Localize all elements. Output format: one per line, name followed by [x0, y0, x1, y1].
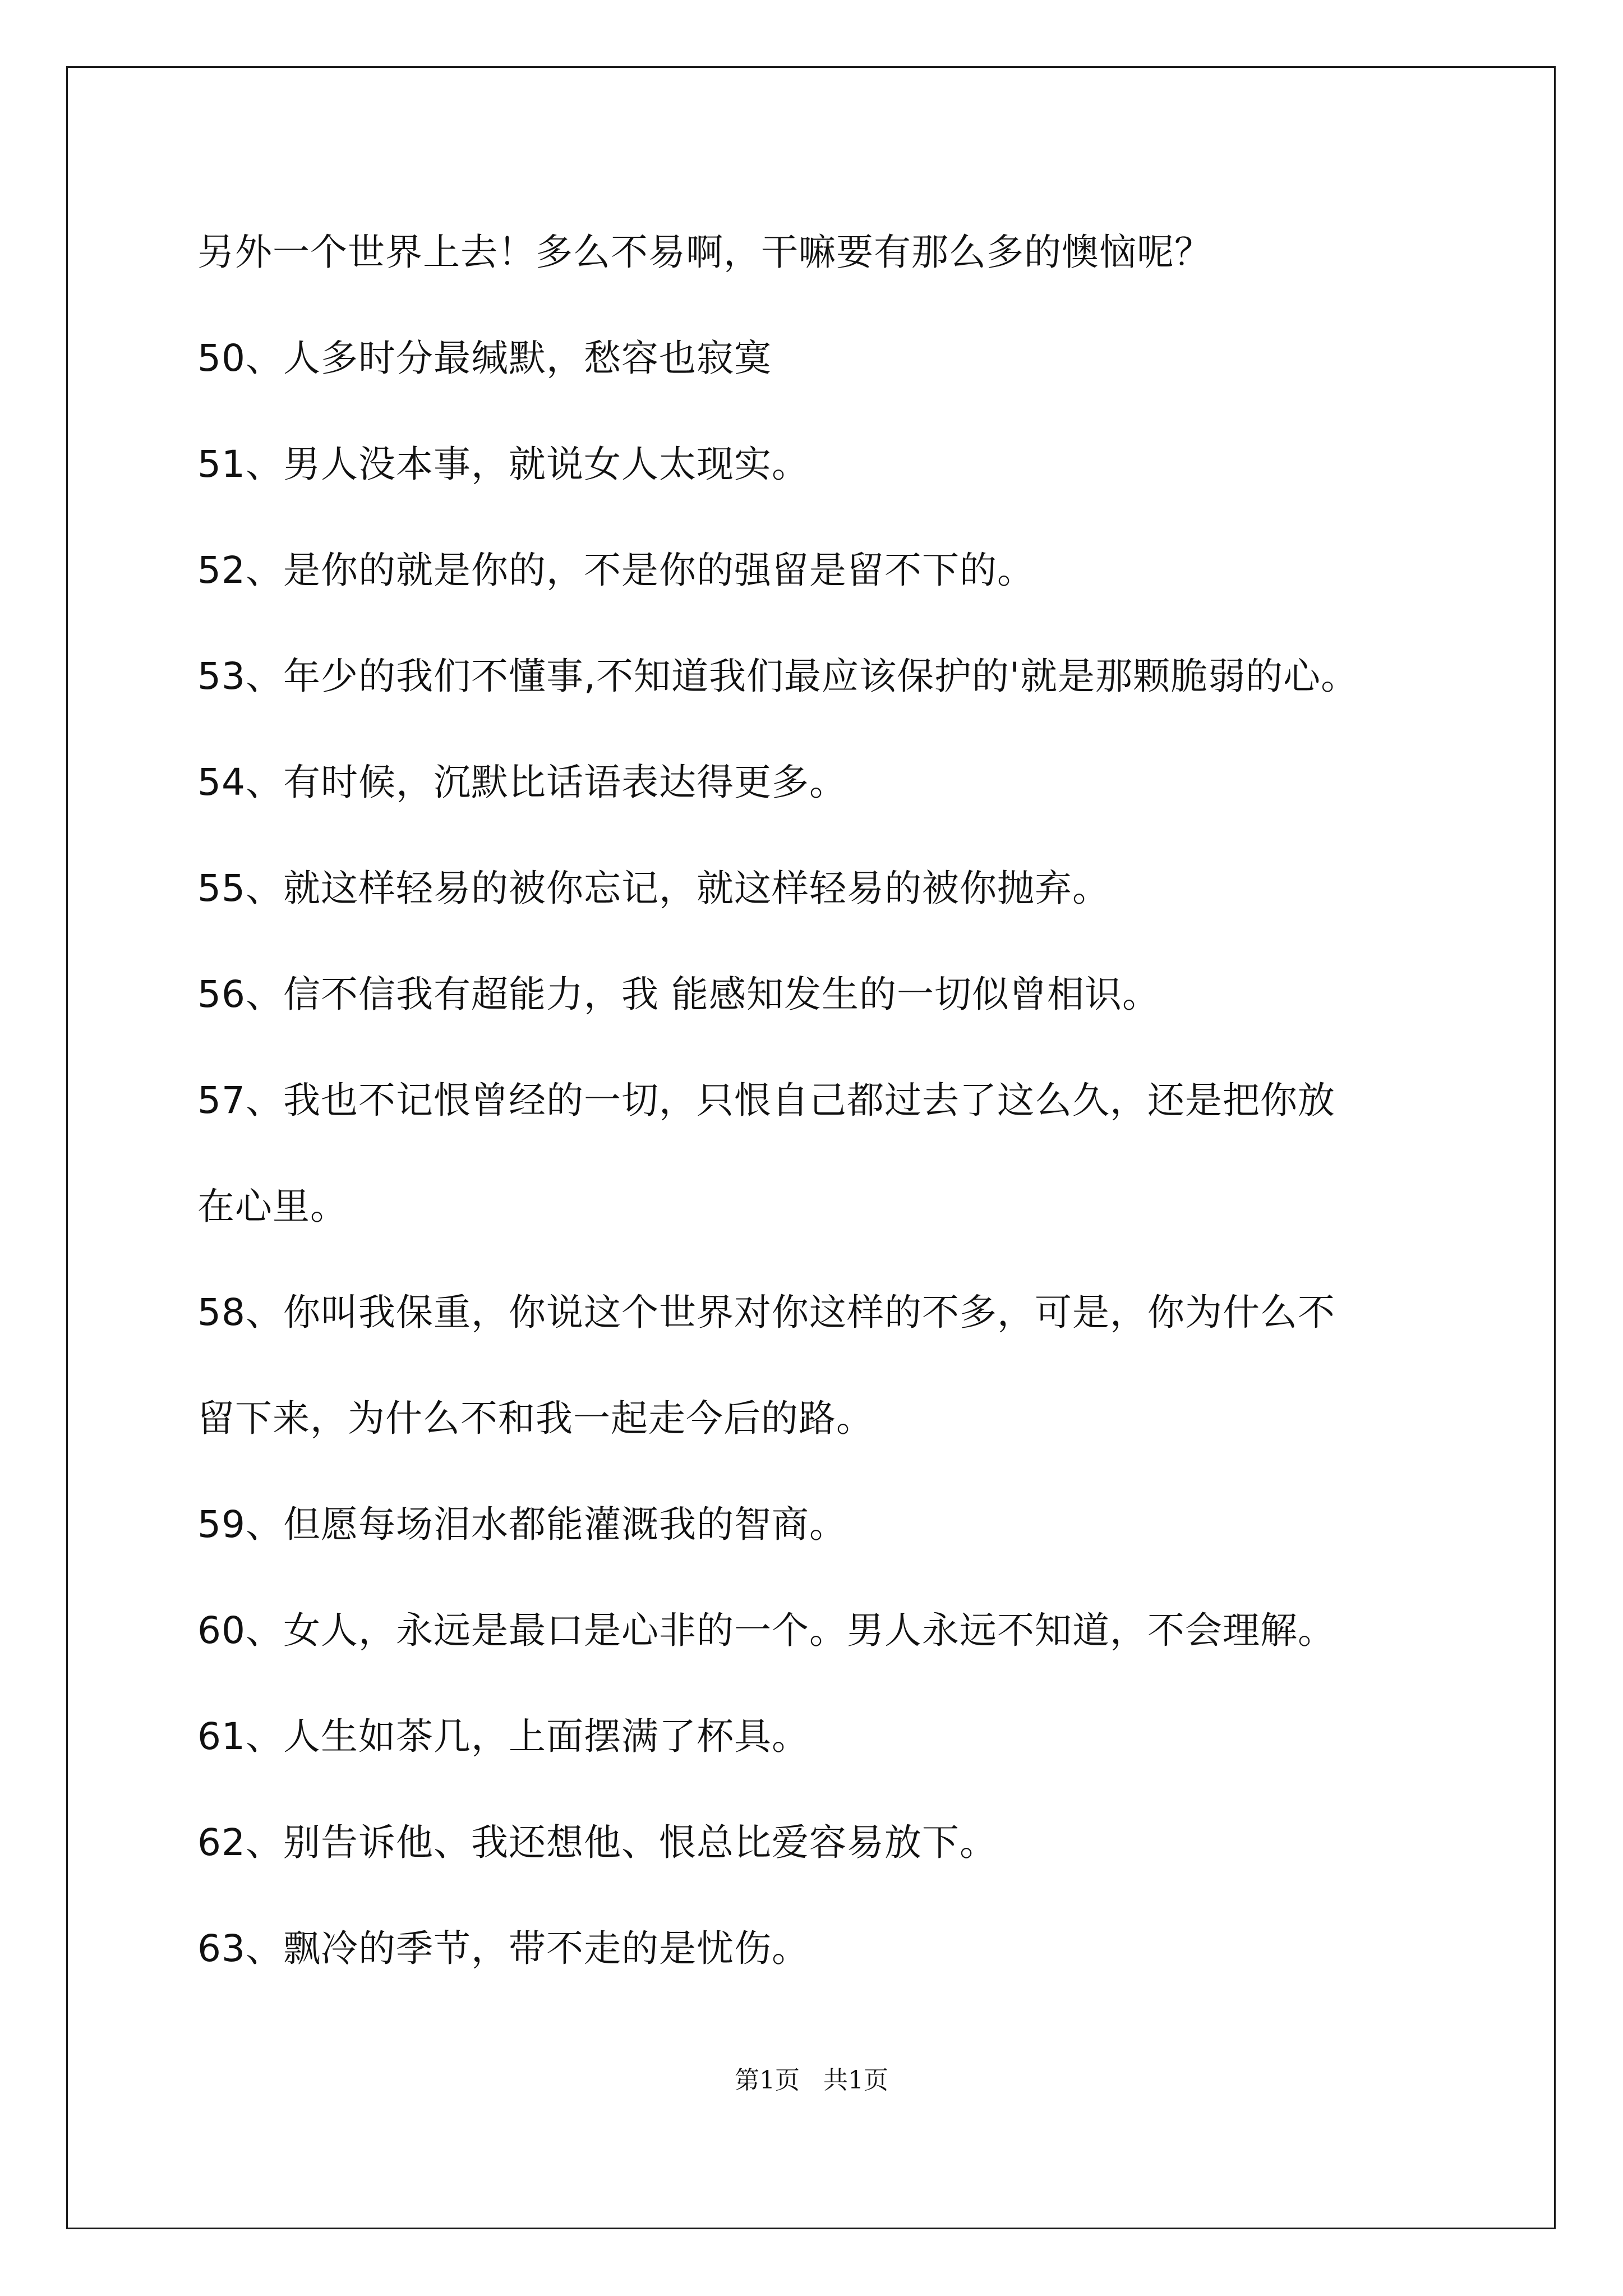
text-line: 50、人多时分最缄默，愁容也寂寞	[197, 337, 772, 380]
text-line: 61、人生如茶几，上面摆满了杯具。	[197, 1715, 809, 1758]
document-body	[197, 222, 1448, 2024]
text-line: 留下来，为什么不和我一起走今后的路。	[197, 1397, 874, 1440]
text-line: 60、女人，永远是最口是心非的一个。男人永远不知道，不会理解。	[197, 1609, 1335, 1652]
text-line: 59、但愿每场泪水都能灌溉我的智商。	[197, 1503, 847, 1546]
text-line: 54、有时候，沉默比话语表达得更多。	[197, 761, 847, 804]
text-line: 51、男人没本事，就说女人太现实。	[197, 443, 809, 486]
text-line: 另外一个世界上去！多么不易啊，干嘛要有那么多的懊恼呢？	[197, 231, 1212, 274]
text-line: 58、你叫我保重，你说这个世界对你这样的不多，可是，你为什么不	[197, 1291, 1335, 1334]
text-line: 63、飘冷的季节，带不走的是忧伤。	[197, 1927, 809, 1970]
text-line: 53、年少的我们不懂事,不知道我们最应该保护的'就是那颗脆弱的心。	[197, 655, 1359, 698]
page-footer: 第1页 共1页	[735, 2066, 888, 2095]
text-line: 56、信不信我有超能力，我 能感知发生的一切似曾相识。	[197, 973, 1160, 1016]
text-line: 62、别告诉他、我还想他、恨总比爱容易放下。	[197, 1821, 997, 1864]
text-line: 57、我也不记恨曾经的一切，只恨自己都过去了这么久，还是把你放	[197, 1079, 1335, 1122]
text-line: 52、是你的就是你的，不是你的强留是留不下的。	[197, 549, 1035, 592]
text-line: 在心里。	[197, 1185, 348, 1228]
text-line: 55、就这样轻易的被你忘记，就这样轻易的被你抛弃。	[197, 867, 1110, 910]
